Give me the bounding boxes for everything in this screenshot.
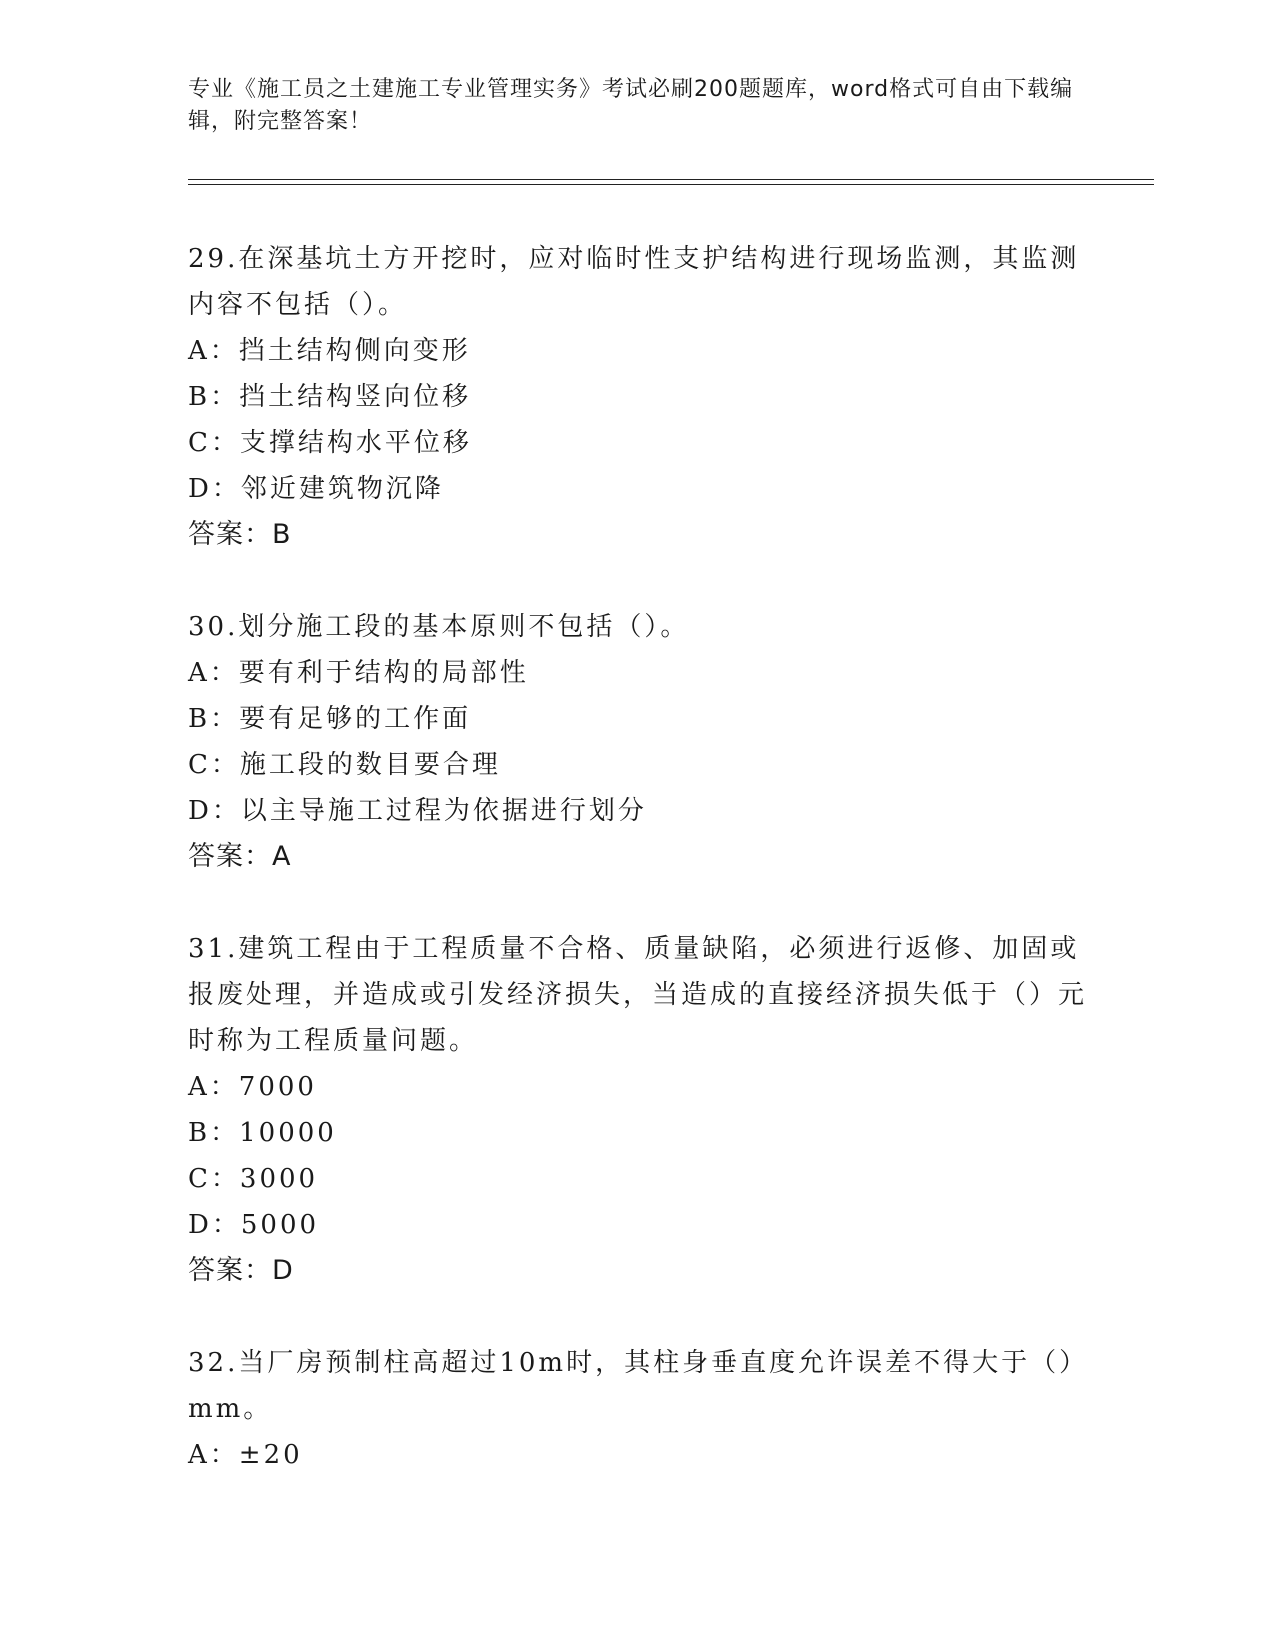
option-c: C：施工段的数目要合理 bbox=[188, 742, 1088, 788]
option-a: A：要有利于结构的局部性 bbox=[188, 650, 1088, 696]
option-text: 10000 bbox=[239, 1118, 337, 1148]
option-key: C bbox=[188, 750, 211, 780]
option-b: B：要有足够的工作面 bbox=[188, 696, 1088, 742]
header-divider-top bbox=[188, 179, 1154, 180]
question-stem: 29.在深基坑土方开挖时，应对临时性支护结构进行现场监测，其监测内容不包括（）。 bbox=[188, 244, 1080, 320]
option-key: D bbox=[188, 474, 212, 504]
option-text: 支撑结构水平位移 bbox=[239, 428, 472, 458]
option-key: D bbox=[188, 1210, 212, 1240]
question-list bbox=[188, 236, 1088, 1478]
answer: 答案：A bbox=[188, 841, 292, 872]
option-text: 要有利于结构的局部性 bbox=[238, 658, 529, 688]
option-key: B bbox=[188, 382, 211, 412]
option-a: A：挡土结构侧向变形 bbox=[188, 328, 1088, 374]
option-text: 3000 bbox=[239, 1164, 319, 1194]
answer: 答案：D bbox=[188, 1255, 294, 1286]
document-header: 专业《施工员之土建施工专业管理实务》考试必刷200题题库，word格式可自由下载编辑，附完整答案！ bbox=[188, 77, 1074, 134]
header-divider-bottom bbox=[188, 184, 1154, 185]
option-key: D bbox=[188, 796, 212, 826]
option-c: C：支撑结构水平位移 bbox=[188, 420, 1088, 466]
spacer bbox=[188, 880, 1088, 926]
question-stem: 31.建筑工程由于工程质量不合格、质量缺陷，必须进行返修、加固或报废处理，并造成或引发经济损失，当造成的直接经济损失低于（）元时称为工程质量问题。 bbox=[188, 934, 1088, 1056]
option-b: B：挡土结构竖向位移 bbox=[188, 374, 1088, 420]
option-text: 施工段的数目要合理 bbox=[239, 750, 501, 780]
option-text: 以主导施工过程为依据进行划分 bbox=[240, 796, 647, 826]
option-key: A bbox=[188, 658, 210, 688]
option-d: D：邻近建筑物沉降 bbox=[188, 466, 1088, 512]
spacer bbox=[188, 1294, 1088, 1340]
option-text: 邻近建筑物沉降 bbox=[240, 474, 444, 504]
spacer bbox=[188, 558, 1088, 604]
option-text: 挡土结构侧向变形 bbox=[238, 336, 471, 366]
question-31 bbox=[188, 926, 1088, 1294]
option-text: 5000 bbox=[240, 1210, 320, 1240]
option-text: ±20 bbox=[238, 1440, 303, 1470]
option-text: 挡土结构竖向位移 bbox=[239, 382, 472, 412]
option-key: B bbox=[188, 1118, 211, 1148]
question-stem: 30.划分施工段的基本原则不包括（）。 bbox=[188, 612, 690, 642]
option-a: A：7000 bbox=[188, 1064, 1088, 1110]
option-key: C bbox=[188, 1164, 211, 1194]
question-32 bbox=[188, 1340, 1088, 1478]
option-b: B：10000 bbox=[188, 1110, 1088, 1156]
option-key: A bbox=[188, 1440, 210, 1470]
option-key: B bbox=[188, 704, 211, 734]
option-key: A bbox=[188, 1072, 210, 1102]
option-a: A：±20 bbox=[188, 1432, 1088, 1478]
option-key: C bbox=[188, 428, 211, 458]
option-c: C：3000 bbox=[188, 1156, 1088, 1202]
answer: 答案：B bbox=[188, 519, 292, 550]
option-d: D：5000 bbox=[188, 1202, 1088, 1248]
option-text: 7000 bbox=[238, 1072, 317, 1102]
question-stem: 32.当厂房预制柱高超过10m时，其柱身垂直度允许误差不得大于（）mm。 bbox=[188, 1348, 1076, 1424]
option-text: 要有足够的工作面 bbox=[239, 704, 472, 734]
option-d: D：以主导施工过程为依据进行划分 bbox=[188, 788, 1088, 834]
option-key: A bbox=[188, 336, 210, 366]
question-29 bbox=[188, 236, 1088, 558]
question-30 bbox=[188, 604, 1088, 880]
